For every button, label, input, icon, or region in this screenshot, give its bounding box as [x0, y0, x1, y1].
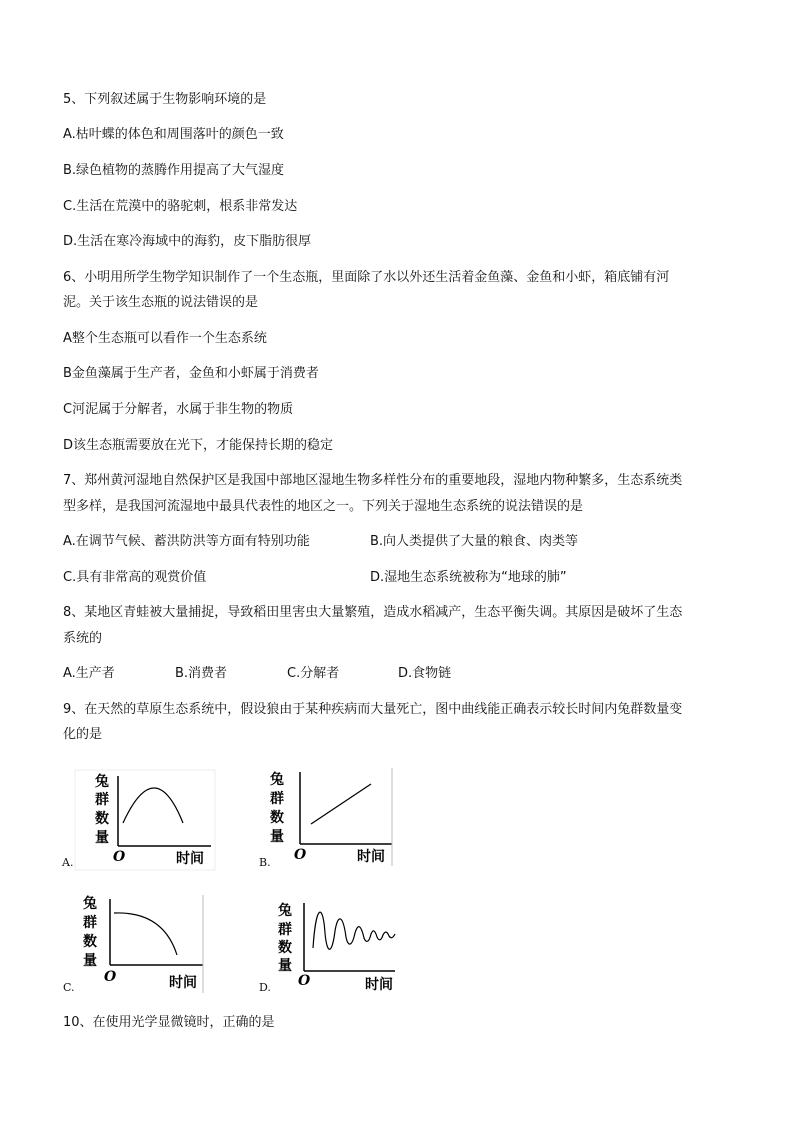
- graph-a-ylabel-2: 群: [95, 792, 109, 808]
- graph-d-xlabel: 时间: [365, 977, 393, 993]
- q5-option-d: D.生活在寒冷海域中的海豹，皮下脂肪很厚: [63, 234, 312, 249]
- graph-a-ylabel-1: 兔: [95, 774, 109, 790]
- q6-option-d: D该生态瓶需要放在光下，才能保持长期的稳定: [63, 438, 334, 453]
- graph-c-origin: O: [104, 969, 117, 985]
- q5-option-b: B.绿色植物的蒸腾作用提高了大气湿度: [63, 163, 285, 178]
- graph-d-letter: D.: [259, 981, 271, 994]
- graph-b: [258, 766, 398, 874]
- q6-option-b: B金鱼藻属于生产者，金鱼和小虾属于消费者: [63, 366, 319, 381]
- graph-b-xlabel: 时间: [357, 849, 385, 865]
- graph-d-ylabel-1: 兔: [278, 903, 292, 919]
- q6-stem-line2: 泥。关于该生态瓶的说法错误的是: [63, 295, 259, 310]
- q9-stem-line1: 9、在天然的草原生态系统中，假设狼由于某种疾病而大量死亡，图中曲线能正确表示较长时间内兔群数量变: [63, 702, 683, 717]
- q9-stem-line2: 化的是: [63, 727, 103, 742]
- graph-d-ylabel-3: 数: [278, 940, 292, 956]
- graph-a-ylabel-3: 数: [95, 811, 109, 827]
- q7-option-b: B.向人类提供了大量的粮食、肉类等: [370, 534, 579, 549]
- graph-a-ylabel-4: 量: [95, 830, 109, 846]
- graph-b-ylabel-3: 数: [270, 810, 284, 826]
- graph-b-ylabel-1: 兔: [270, 772, 284, 788]
- q5-option-a: A.枯叶蝶的体色和周围落叶的颜色一致: [63, 127, 284, 142]
- q8-option-a: A.生产者: [63, 666, 115, 681]
- q6-option-c: C河泥属于分解者，水属于非生物的物质: [63, 402, 294, 417]
- graph-c-xlabel: 时间: [169, 975, 197, 991]
- q7-option-c: C.具有非常高的观赏价值: [63, 570, 207, 585]
- q8-option-b: B.消费者: [175, 666, 228, 681]
- q7-stem-line1: 7、郑州黄河湿地自然保护区是我国中部地区湿地生物多样性分布的重要地段，湿地内物种繁多，生态系统类: [63, 473, 683, 488]
- q5-option-c: C.生活在荒漠中的骆驼刺，根系非常发达: [63, 199, 298, 214]
- graph-d-curve: [313, 912, 395, 949]
- graph-c-ylabel-1: 兔: [83, 896, 97, 912]
- graph-c-ylabel-2: 群: [83, 915, 97, 931]
- graph-a-origin: O: [113, 849, 126, 865]
- graph-c: [63, 893, 213, 997]
- graph-b-ylabel-4: 量: [270, 829, 284, 845]
- graph-b-origin: O: [294, 847, 307, 863]
- q7-stem-line2: 型多样，是我国河流湿地中最具代表性的地区之一。下列关于湿地生态系统的说法错误的是: [63, 499, 584, 514]
- graph-d-ylabel-2: 群: [278, 922, 292, 938]
- graph-a-letter: A.: [62, 856, 74, 869]
- q8-stem-line1: 8、某地区青蛙被大量捕捉，导致稻田里害虫大量繁殖，造成水稻减产，生态平衡失调。其原因是破坏了生态: [63, 605, 683, 620]
- graph-c-curve: [114, 913, 177, 955]
- graph-b-curve: [311, 784, 371, 824]
- graph-b-ylabel-2: 群: [270, 791, 284, 807]
- graph-c-ylabel-4: 量: [83, 953, 97, 969]
- q5-stem: 5、下列叙述属于生物影响环境的是: [63, 92, 267, 107]
- graph-c-letter: C.: [63, 981, 75, 994]
- q8-option-c: C.分解者: [287, 666, 340, 681]
- graph-d: [258, 893, 408, 997]
- graph-a: [63, 768, 223, 874]
- q6-option-a: A整个生态瓶可以看作一个生态系统: [63, 331, 267, 346]
- graph-a-xlabel: 时间: [176, 851, 204, 867]
- q10-stem: 10、在使用光学显微镜时，正确的是: [63, 1015, 275, 1030]
- q6-stem-line1: 6、小明用所学生物学知识制作了一个生态瓶，里面除了水以外还生活着金鱼藻、金鱼和小虾，箱底铺有河: [63, 270, 670, 285]
- graph-d-ylabel-4: 量: [278, 958, 292, 974]
- q7-option-d: D.湿地生态系统被称为“地球的肺”: [370, 570, 567, 585]
- graph-b-letter: B.: [259, 856, 271, 869]
- q8-stem-line2: 系统的: [63, 631, 103, 646]
- graph-d-origin: O: [298, 973, 311, 989]
- graph-c-ylabel-3: 数: [83, 934, 97, 950]
- q8-option-d: D.食物链: [398, 666, 452, 681]
- q7-option-a: A.在调节气候、蓄洪防洪等方面有特别功能: [63, 534, 310, 549]
